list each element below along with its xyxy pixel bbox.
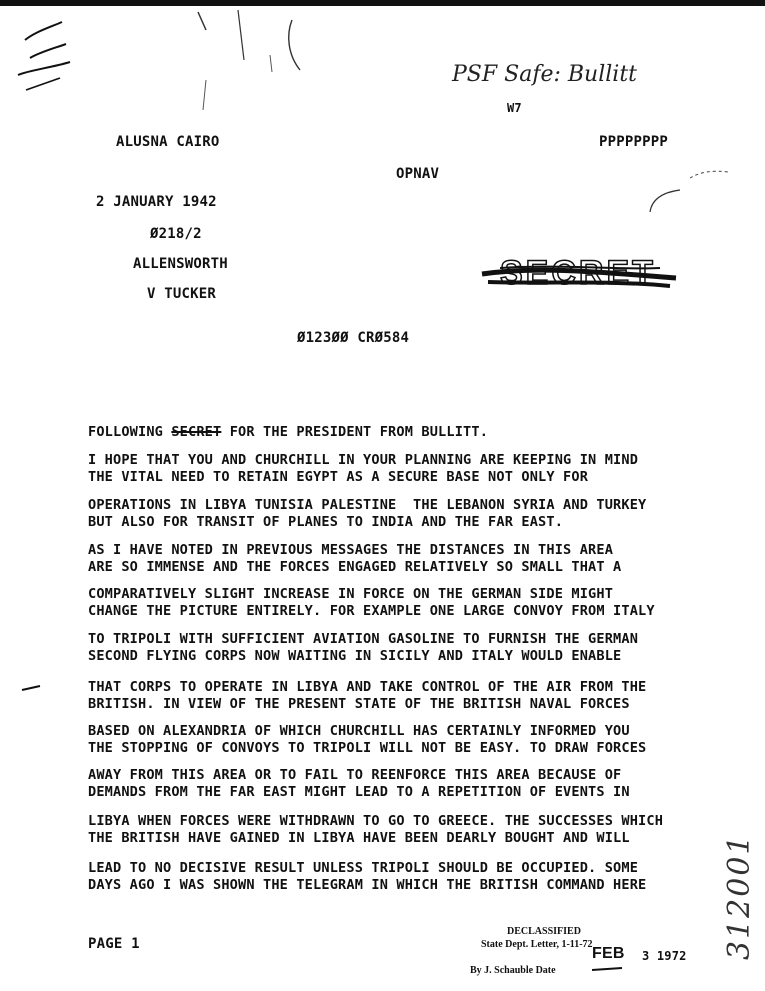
body-paragraph: THAT CORPS TO OPERATE IN LIBYA AND TAKE CONTROL OF THE AIR FROM THE BRITISH. IN VIEW OF THE PRESENT STATE OF THE BRITISH NAVAL FORCES bbox=[88, 679, 647, 712]
body-paragraph: LIBYA WHEN FORCES WERE WITHDRAWN TO GO TO GREECE. THE SUCCESSES WHICH THE BRITISH HAVE GAINED IN LIBYA HAVE BEEN DEARLY BOUGHT AND WILL bbox=[88, 813, 664, 846]
page-number: PAGE 1 bbox=[88, 936, 140, 952]
date: 2 JANUARY 1942 bbox=[96, 194, 217, 210]
redaction-strokes bbox=[480, 254, 680, 296]
body-paragraph: I HOPE THAT YOU AND CHURCHILL IN YOUR PLANNING ARE KEEPING IN MIND THE VITAL NEED TO RETAIN EGYPT AS A SECURE BASE NOT ONLY FOR bbox=[88, 452, 639, 485]
intro-before: FOLLOWING bbox=[88, 424, 172, 440]
side-number: 312001 bbox=[722, 833, 757, 960]
secret-stamp bbox=[480, 254, 680, 296]
body-paragraph: TO TRIPOLI WITH SUFFICIENT AVIATION GASOLINE TO FURNISH THE GERMAN SECOND FLYING CORPS NOW WAITING IN SICILY AND ITALY WOULD ENABLE bbox=[88, 631, 639, 664]
recipient: OPNAV bbox=[396, 166, 440, 182]
body-paragraph: AS I HAVE NOTED IN PREVIOUS MESSAGES THE DISTANCES IN THIS AREA ARE SO IMMENSE AND THE FORCES ENGAGED RELATIVELY SO SMALL THAT A bbox=[88, 542, 622, 575]
intro-struck-word: SECRET bbox=[171, 424, 222, 440]
time-group: Ø218/2 bbox=[150, 226, 202, 242]
intro-after: FOR THE PRESIDENT FROM BULLITT. bbox=[221, 424, 489, 440]
operator: V TUCKER bbox=[147, 286, 217, 302]
priority: PPPPPPPP bbox=[599, 134, 669, 150]
stamp-date-month: FEB bbox=[592, 945, 625, 962]
declassified-authority: State Dept. Letter, 1-11-72 bbox=[481, 939, 593, 950]
reference-number: Ø123ØØ CRØ584 bbox=[297, 330, 410, 346]
body-paragraph: AWAY FROM THIS AREA OR TO FAIL TO REENFORCE THIS AREA BECAUSE OF DEMANDS FROM THE FAR EAST MIGHT LEAD TO A REPETITION OF EVENTS IN bbox=[88, 767, 630, 800]
intro-line bbox=[88, 424, 738, 441]
body-paragraph: BASED ON ALEXANDRIA OF WHICH CHURCHILL HAS CERTAINLY INFORMED YOU THE STOPPING OF CONVOYS TO TRIPOLI WILL NOT BE EASY. TO DRAW FORCES bbox=[88, 723, 647, 756]
officer: ALLENSWORTH bbox=[133, 256, 228, 272]
handwritten-file-note: PSF Safe: Bullitt bbox=[452, 62, 638, 87]
file-number: W7 bbox=[507, 101, 522, 115]
body-paragraph: OPERATIONS IN LIBYA TUNISIA PALESTINE THE LEBANON SYRIA AND TURKEY BUT ALSO FOR TRANSIT OF PLANES TO INDIA AND THE FAR EAST. bbox=[88, 497, 647, 530]
sender: ALUSNA CAIRO bbox=[116, 134, 220, 150]
body-paragraph: LEAD TO NO DECISIVE RESULT UNLESS TRIPOLI SHOULD BE OCCUPIED. SOME DAYS AGO I WAS SHOWN THE TELEGRAM IN WHICH THE BRITISH COMMAND HERE bbox=[88, 860, 647, 893]
body-paragraph: COMPARATIVELY SLIGHT INCREASE IN FORCE ON THE GERMAN SIDE MIGHT CHANGE THE PICTURE ENTIRELY. FOR EXAMPLE ONE LARGE CONVOY FROM ITALY bbox=[88, 586, 655, 619]
secret-stamp-text: SECRET bbox=[500, 254, 656, 292]
stamp-date-day-year: 3 1972 bbox=[642, 949, 687, 963]
declassified-label: DECLASSIFIED bbox=[507, 926, 581, 937]
declassified-by-line: By J. Schauble Date bbox=[470, 965, 556, 976]
